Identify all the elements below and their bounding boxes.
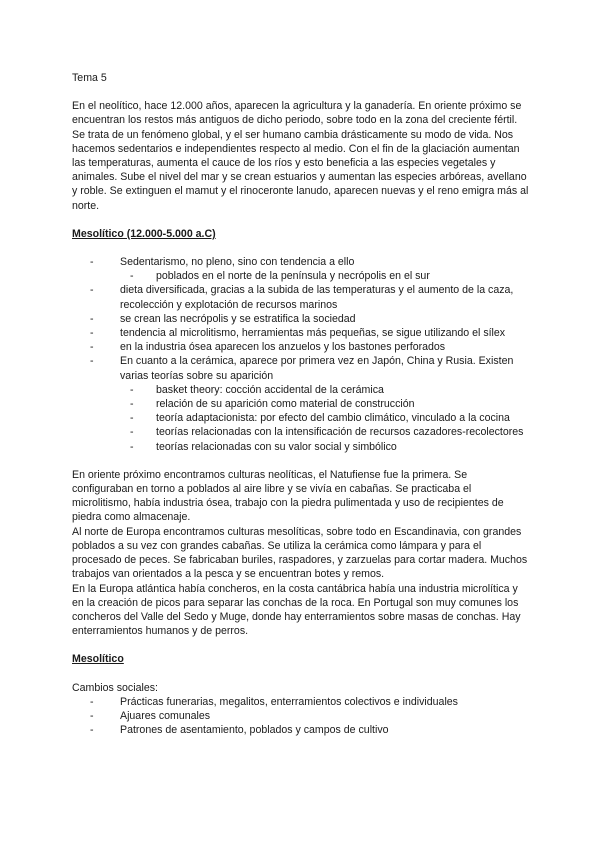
sub-list-item: - teoría adaptacionista: por efecto del cambio climático, vinculado a la cocina xyxy=(120,411,530,425)
list-item: - Sedentarismo, no pleno, sino con tendencia a ello - poblados en el norte de la península y necrópolis en el sur xyxy=(72,255,530,283)
cambios-sociales-label: Cambios sociales: xyxy=(72,681,158,694)
document-page xyxy=(72,71,530,751)
list-item: - Prácticas funerarias, megalitos, enterramientos colectivos e individuales xyxy=(72,695,530,709)
sub-list-item: - teorías relacionadas con la intensificación de recursos cazadores-recolectores xyxy=(120,425,530,439)
list-item: - tendencia al microlitismo, herramientas más pequeñas, se sigue utilizando el sílex xyxy=(72,326,530,340)
list-item: - Patrones de asentamiento, poblados y campos de cultivo xyxy=(72,723,530,737)
list-item: - Ajuares comunales xyxy=(72,709,530,723)
sub-list-item: - poblados en el norte de la península y necrópolis en el sur xyxy=(120,269,530,283)
sub-list-item: - teorías relacionadas con su valor social y simbólico xyxy=(120,440,530,454)
sub-list-item: - basket theory: cocción accidental de la cerámica xyxy=(120,383,530,397)
paragraph-oriente: En oriente próximo encontramos culturas neolíticas, el Natufiense fue la primera. Se configuraban en torno a poblados al aire libre y se vivía en cabañas. Se practicaba el microlitismo, había industria ósea, trabajo con la piedra pulimentada y uso de recipientes de piedra como almacenaje. xyxy=(72,468,504,524)
section-heading-mesolitico-dates: Mesolítico (12.000-5.000 a.C) xyxy=(72,227,216,240)
doc-title: Tema 5 xyxy=(72,72,107,84)
paragraph-europa-atlantica: En la Europa atlántica había concheros, en la costa cantábrica había una industria microlítica y en la creación de picos para separar las conchas de la roca. En Portugal son muy comunes los concheros del Valle del Sedo y Muge, donde hay enterramientos sobre masas de conchas. Hay enterramientos humanos y de perros. xyxy=(72,582,521,638)
section2-bullet-list xyxy=(72,695,530,738)
intro-paragraph: En el neolítico, hace 12.000 años, aparecen la agricultura y la ganadería. En oriente próximo se encuentran los restos más antiguos de dicho periodo, sobre todo en la zona del creciente fértil. Se trata de un fenómeno global, y el ser humano cambia drásticamente su modo de vida. Nos hacemos sedentarios e independientes respecto al medio. Con el fin de la glaciación aumentan las temperaturas, aumenta el cauce de los ríos y esto beneficia a las especies vegetales y animales. Sube el nivel del mar y se crean estuarios y aumentan las especies arbóreas, avellano y roble. Se extinguen el mamut y el rinoceronte lanudo, aparecen nuevas y el reno emigra más al norte. xyxy=(72,100,529,212)
list-item: - En cuanto a la cerámica, aparece por primera vez en Japón, China y Rusia. Existen varias teorías sobre su aparición - basket theory: cocción accidental de la cerámica - relación de su aparición como material de construcción - teoría adaptacionista: por efecto del cambio climático, vinculado a la cocina - teorías relacionadas con la intensificación de recursos cazadores-recolectores - teorías relacionadas con su valor social y simbólico xyxy=(72,354,530,453)
list-item: - en la industria ósea aparecen los anzuelos y los bastones perforados xyxy=(72,340,530,354)
section1-bullet-list xyxy=(72,255,530,454)
sub-list-item: - relación de su aparición como material de construcción xyxy=(120,397,530,411)
sub-list xyxy=(120,383,530,454)
list-item: - se crean las necrópolis y se estratifica la sociedad xyxy=(72,312,530,326)
section-heading-mesolitico: Mesolítico xyxy=(72,653,124,666)
paragraph-norte-europa: Al norte de Europa encontramos culturas mesolíticas, sobre todo en Escandinavia, con grandes poblados a su vez con grandes cabañas. Se utiliza la cerámica como lámpara y para el procesado de peces. Se fabricaban buriles, raspadores, y zarzuelas para cortar madera. Muchos trabajos van orientados a la pesca y se encuentran botes y remos. xyxy=(72,525,528,581)
sub-list xyxy=(120,269,530,283)
list-item: - dieta diversificada, gracias a la subida de las temperaturas y el aumento de la caza, recolección y explotación de recursos marinos xyxy=(72,283,530,311)
